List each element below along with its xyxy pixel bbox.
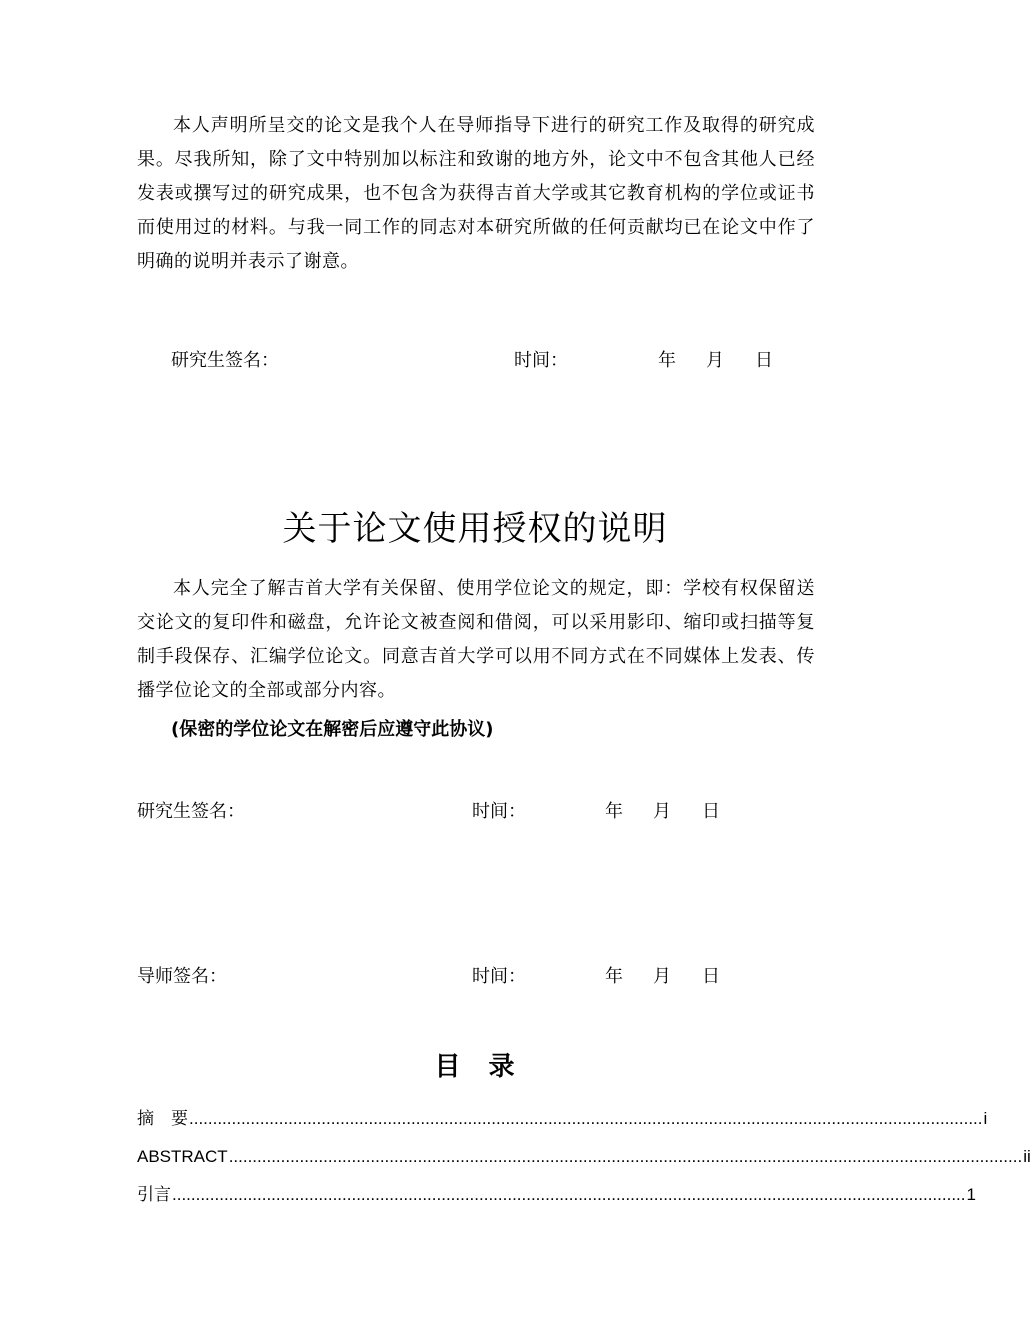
toc-entry-page: i xyxy=(983,1109,988,1128)
toc-entry[interactable] xyxy=(137,1183,976,1207)
toc-entry[interactable] xyxy=(137,1145,1031,1169)
advisor-signature-label: 导师签名： xyxy=(137,966,227,987)
day-label: 日 xyxy=(755,350,773,371)
month-label: 月 xyxy=(653,801,671,822)
advisor-signature-row xyxy=(137,965,857,989)
signature-label: 研究生签名： xyxy=(171,350,279,371)
toc-title: 目 录 xyxy=(434,1052,516,1082)
year-label: 年 xyxy=(605,801,623,822)
toc-entry-label: 引言 xyxy=(137,1185,171,1204)
toc-entry-label: ABSTRACT xyxy=(137,1147,228,1166)
day-label: 日 xyxy=(702,801,720,822)
student-signature-row xyxy=(137,800,857,824)
time-label: 时间： xyxy=(472,966,526,987)
toc-entry-label: 摘 要 xyxy=(137,1109,188,1128)
year-label: 年 xyxy=(605,966,623,987)
declaration-signature-row xyxy=(171,349,891,373)
authorization-paragraph: 本人完全了解吉首大学有关保留、使用学位论文的规定，即：学校有权保留送交论文的复印件和磁盘，允许论文被查阅和借阅，可以采用影印、缩印或扫描等复制手段保存、汇编学位论文。同意吉首大学可以用不同方式在不同媒体上发表、传播学位论文的全部或部分内容。 xyxy=(137,578,815,701)
day-label: 日 xyxy=(702,966,720,987)
toc-entry-page: ii xyxy=(1023,1147,1031,1166)
declaration-paragraph: 本人声明所呈交的论文是我个人在导师指导下进行的研究工作及取得的研究成果。尽我所知，除了文中特别加以标注和致谢的地方外，论文中不包含其他人已经发表或撰写过的研究成果，也不包含为获得吉首大学或其它教育机构的学位或证书而使用过的材料。与我一同工作的同志对本研究所做的任何贡献均已在论文中作了明确的说明并表示了谢意。 xyxy=(137,115,815,272)
year-label: 年 xyxy=(658,350,676,371)
month-label: 月 xyxy=(706,350,724,371)
time-label: 时间： xyxy=(514,350,568,371)
toc-entry[interactable] xyxy=(137,1107,988,1131)
toc-leader-dots: ........................................................................................................................................................................ xyxy=(172,1185,966,1204)
time-label: 时间： xyxy=(472,801,526,822)
toc-leader-dots: ........................................................................................................................................................................ xyxy=(189,1109,983,1128)
authorization-title: 关于论文使用授权的说明 xyxy=(282,509,668,549)
confidential-note: (保密的学位论文在解密后应遵守此协议) xyxy=(171,719,494,740)
toc-leader-dots: ........................................................................................................................................................................ xyxy=(228,1147,1023,1166)
month-label: 月 xyxy=(653,966,671,987)
toc-entry-page: 1 xyxy=(966,1185,976,1204)
student-signature-label: 研究生签名： xyxy=(137,801,245,822)
